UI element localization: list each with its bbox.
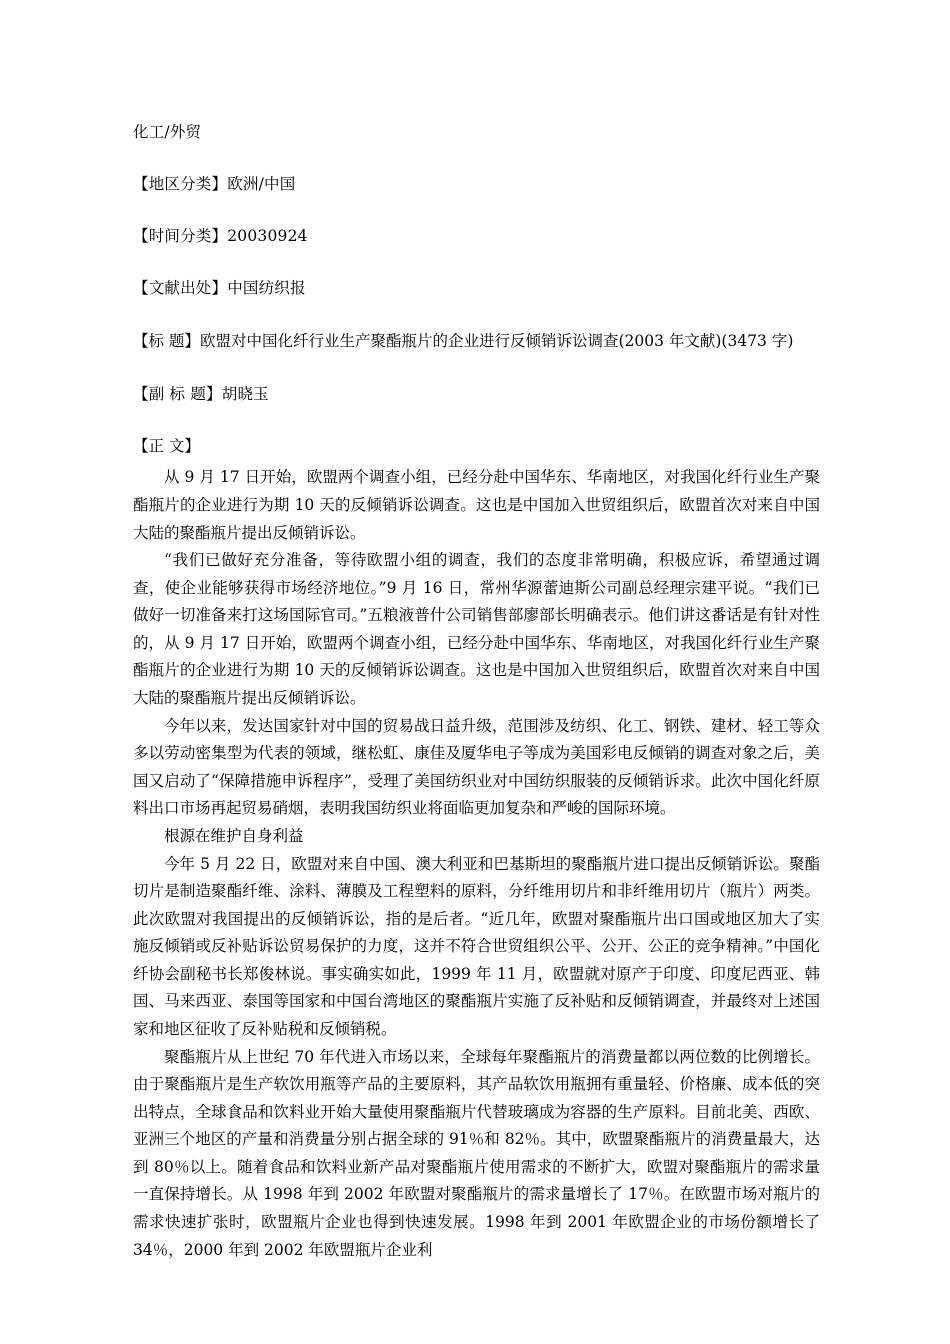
field-title xyxy=(133,328,820,354)
body-paragraph: 今年以来，发达国家针对中国的贸易战日益升级，范围涉及纺织、化工、钢铁、建材、轻工等众多以劳动密集型为代表的领域，继松虹、康佳及厦华电子等成为美国彩电反倾销的调查对象之后，美国又启动了“保障措施申诉程序”，受理了美国纺织业对中国纺织服装的反倾销诉求。此次中国化纤原料出口市场再起贸易硝烟，表明我国纺织业将面临更加复杂和严峻的国际环境。 xyxy=(133,716,820,818)
field-subtitle-label: 【副 标 题】 xyxy=(133,385,222,404)
field-subtitle xyxy=(133,382,820,406)
field-title-label: 【标 题】 xyxy=(133,332,200,351)
page-title: 欧盟对中国化纤行业生产聚酯瓶片的企业进行反倾销诉讼调查(2003 年文献)(3473 字) xyxy=(199,332,794,351)
field-source-label: 【文献出处】 xyxy=(133,279,228,298)
field-source-value: 中国纺织报 xyxy=(227,279,306,298)
field-date-label: 【时间分类】 xyxy=(133,227,228,246)
body-paragraph: “我们已做好充分准备，等待欧盟小组的调查，我们的态度非常明确，积极应诉，希望通过调查，使企业能够获得市场经济地位。”9 月 16 日，常州华源蕾迪斯公司副总经理宗建平说。“我们已做好一切准备来打这场国际官司。”五粮液普什公司销售部廖部长明确表示。他们讲这番话是有针对性的，从 9 月 17 日开始，欧盟两个调查小组，已经分赴中国华东、华南地区，对我国化纤行业生产聚酯瓶片的企业进行为期 10 天的反倾销诉讼调查。这也是中国加入世贸组织后，欧盟首次对来自中国大陆的聚酯瓶片提出反倾销诉讼。 xyxy=(133,551,820,708)
field-date-value: 20030924 xyxy=(227,227,308,246)
body-subheading: 根源在维护自身利益 xyxy=(164,826,304,845)
category-text: 化工/外贸 xyxy=(133,123,202,141)
category-line xyxy=(133,120,820,144)
field-source xyxy=(133,276,820,300)
field-region xyxy=(133,172,820,196)
body-label: 【正 文】 xyxy=(133,437,200,456)
field-date xyxy=(133,224,820,248)
field-subtitle-value: 胡晓玉 xyxy=(221,385,269,404)
body-paragraph: 今年 5 月 22 日，欧盟对来自中国、澳大利亚和巴基斯坦的聚酯瓶片进口提出反倾销诉讼。聚酯切片是制造聚酯纤维、涂料、薄膜及工程塑料的原料，分纤维用切片和非纤维用切片（瓶片）两类。此次欧盟对我国提出的反倾销诉讼，指的是后者。“近几年，欧盟对聚酯瓶片出口国或地区加大了实施反倾销或反补贴诉讼贸易保护的力度，这并不符合世贸组织公平、公开、公正的竞争精神。”中国化纤协会副秘书长郑俊林说。事实确实如此，1999 年 11 月，欧盟就对原产于印度、印度尼西亚、韩国、马来西亚、泰国等国家和中国台湾地区的聚酯瓶片实施了反补贴和反倾销调查，并最终对上述国家和地区征收了反补贴税和反倾销税。 xyxy=(133,854,820,1038)
field-region-label: 【地区分类】 xyxy=(133,175,228,194)
body-paragraph: 聚酯瓶片从上世纪 70 年代进入市场以来，全球每年聚酯瓶片的消费量都以两位数的比例增长。由于聚酯瓶片是生产软饮用瓶等产品的主要原料，其产品软饮用瓶拥有重量轻、价格廉、成本低的突出特点，全球食品和饮料业开始大量使用聚酯瓶片代替玻璃成为容器的生产原料。目前北美、西欧、亚洲三个地区的产量和消费量分别占据全球的 91％和 82％。其中，欧盟聚酯瓶片的消费量最大，达到 80％以上。随着食品和饮料业新产品对聚酯瓶片使用需求的不断扩大，欧盟对聚酯瓶片的需求量一直保持增长。从 1998 年到 2002 年欧盟对聚酯瓶片的需求量增长了 17％。在欧盟市场对瓶片的需求快速扩张时，欧盟瓶片企业也得到快速发展。1998 年到 2001 年欧盟企业的市场份额增长了 34％，2000 年到 2002 年欧盟瓶片企业利 xyxy=(133,1047,820,1259)
field-region-value: 欧洲/中国 xyxy=(227,175,296,194)
body-paragraph: 从 9 月 17 日开始，欧盟两个调查小组，已经分赴中国华东、华南地区，对我国化纤行业生产聚酯瓶片的企业进行为期 10 天的反倾销诉讼调查。这也是中国加入世贸组织后，欧盟首次对来自中国大陆的聚酯瓶片提出反倾销诉讼。 xyxy=(133,468,820,542)
